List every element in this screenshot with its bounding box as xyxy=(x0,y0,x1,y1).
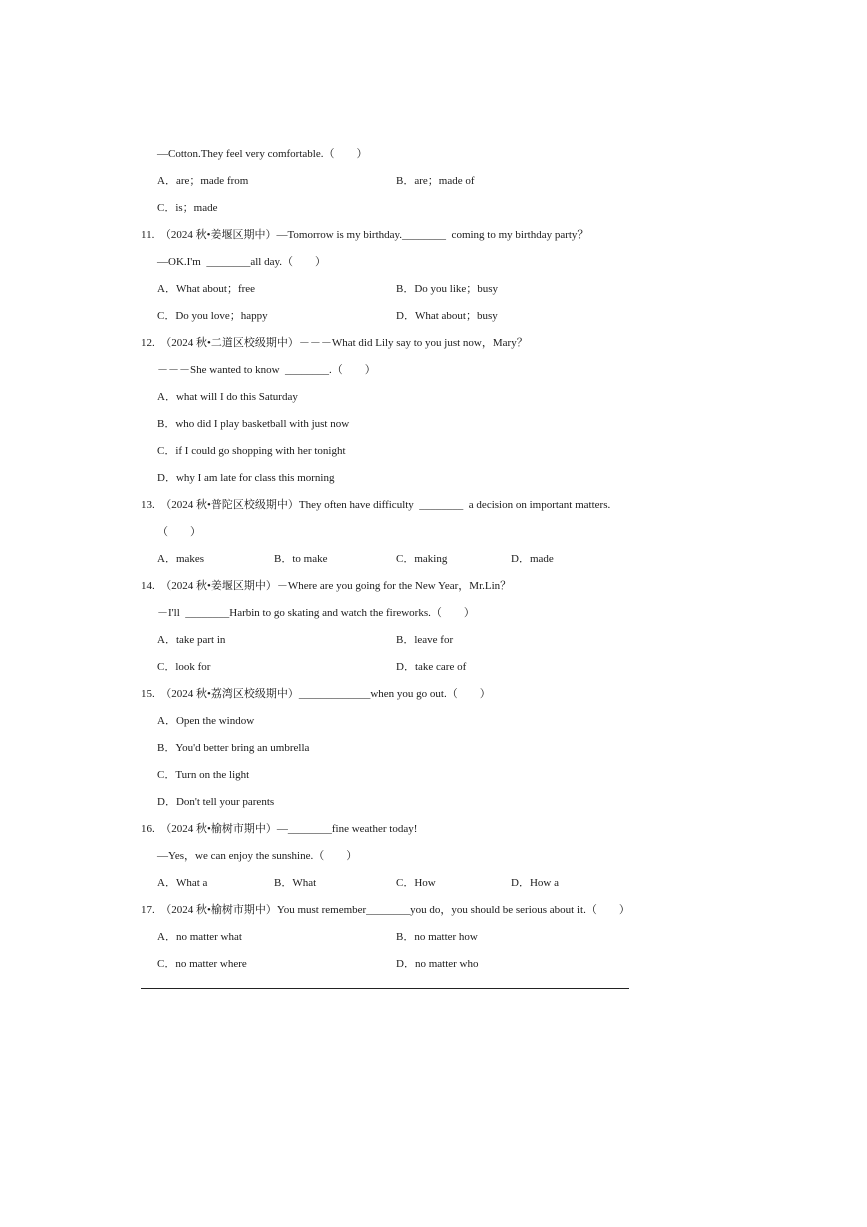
question-stem: 11. （2024 秋•姜堰区期中）—Tomorrow is my birthday.________ coming to my birthday party？ xyxy=(141,229,589,241)
question-line: －I'll ________Harbin to go skating and watch the fireworks.（ ） xyxy=(157,607,475,619)
option-c: C．no matter where xyxy=(157,958,247,970)
option-c: C．How xyxy=(396,877,436,889)
option-b: B．leave for xyxy=(396,634,454,646)
option-d: D．made xyxy=(511,553,554,565)
question-stem: 15. （2024 秋•荔湾区校级期中）_____________when you go out.（ ） xyxy=(141,688,491,700)
option-c: C．Do you love；happy xyxy=(157,310,268,322)
option-a: A．What about；free xyxy=(157,283,256,295)
option-b: B．who did I play basketball with just now xyxy=(157,418,350,430)
option-a: A．what will I do this Saturday xyxy=(157,391,298,403)
option-c: C．is；made xyxy=(157,202,218,214)
option-a: A．makes xyxy=(157,553,205,565)
option-d: D．why I am late for class this morning xyxy=(157,472,335,484)
question-line: —Yes，we can enjoy the sunshine.（ ） xyxy=(157,850,358,862)
question-stem: 12. （2024 秋•二道区校级期中）－－－What did Lily say to you just now，Mary？ xyxy=(141,337,528,349)
option-a: A．no matter what xyxy=(157,931,242,943)
option-d: D．What about；busy xyxy=(396,310,498,322)
option-d: D．no matter who xyxy=(396,958,479,970)
option-c: C．look for xyxy=(157,661,211,673)
question-line: －－－She wanted to know ________.（ ） xyxy=(157,364,376,376)
question-stem: 17. （2024 秋•榆树市期中）You must remember________you do，you should be serious about it.（ ） xyxy=(141,904,630,916)
answer-line: —Cotton.They feel very comfortable.（ ） xyxy=(157,148,368,160)
footer-rule xyxy=(141,988,629,989)
answer-bracket: （ ） xyxy=(157,526,201,538)
option-a: A．are；made from xyxy=(157,175,249,187)
option-a: A．take part in xyxy=(157,634,226,646)
question-stem: 14. （2024 秋•姜堰区期中）－Where are you going for the New Year，Mr.Lin？ xyxy=(141,580,512,592)
option-c: C．making xyxy=(396,553,448,565)
option-b: B．no matter how xyxy=(396,931,478,943)
option-d: D．take care of xyxy=(396,661,467,673)
question-stem: 13. （2024 秋•普陀区校级期中）They often have difficulty ________ a decision on important matters. xyxy=(141,499,611,511)
option-c: C．if I could go shopping with her tonight xyxy=(157,445,346,457)
question-stem: 16. （2024 秋•榆树市期中）—________fine weather today! xyxy=(141,823,418,835)
option-b: B．You'd better bring an umbrella xyxy=(157,742,310,754)
option-b: B．What xyxy=(274,877,317,889)
option-a: A．What a xyxy=(157,877,208,889)
question-line: —OK.I'm ________all day.（ ） xyxy=(157,256,327,268)
option-d: D．Don't tell your parents xyxy=(157,796,275,808)
option-a: A．Open the window xyxy=(157,715,255,727)
option-b: B．are；made of xyxy=(396,175,475,187)
option-c: C．Turn on the light xyxy=(157,769,250,781)
option-b: B．Do you like；busy xyxy=(396,283,499,295)
option-d: D．How a xyxy=(511,877,559,889)
option-b: B．to make xyxy=(274,553,328,565)
